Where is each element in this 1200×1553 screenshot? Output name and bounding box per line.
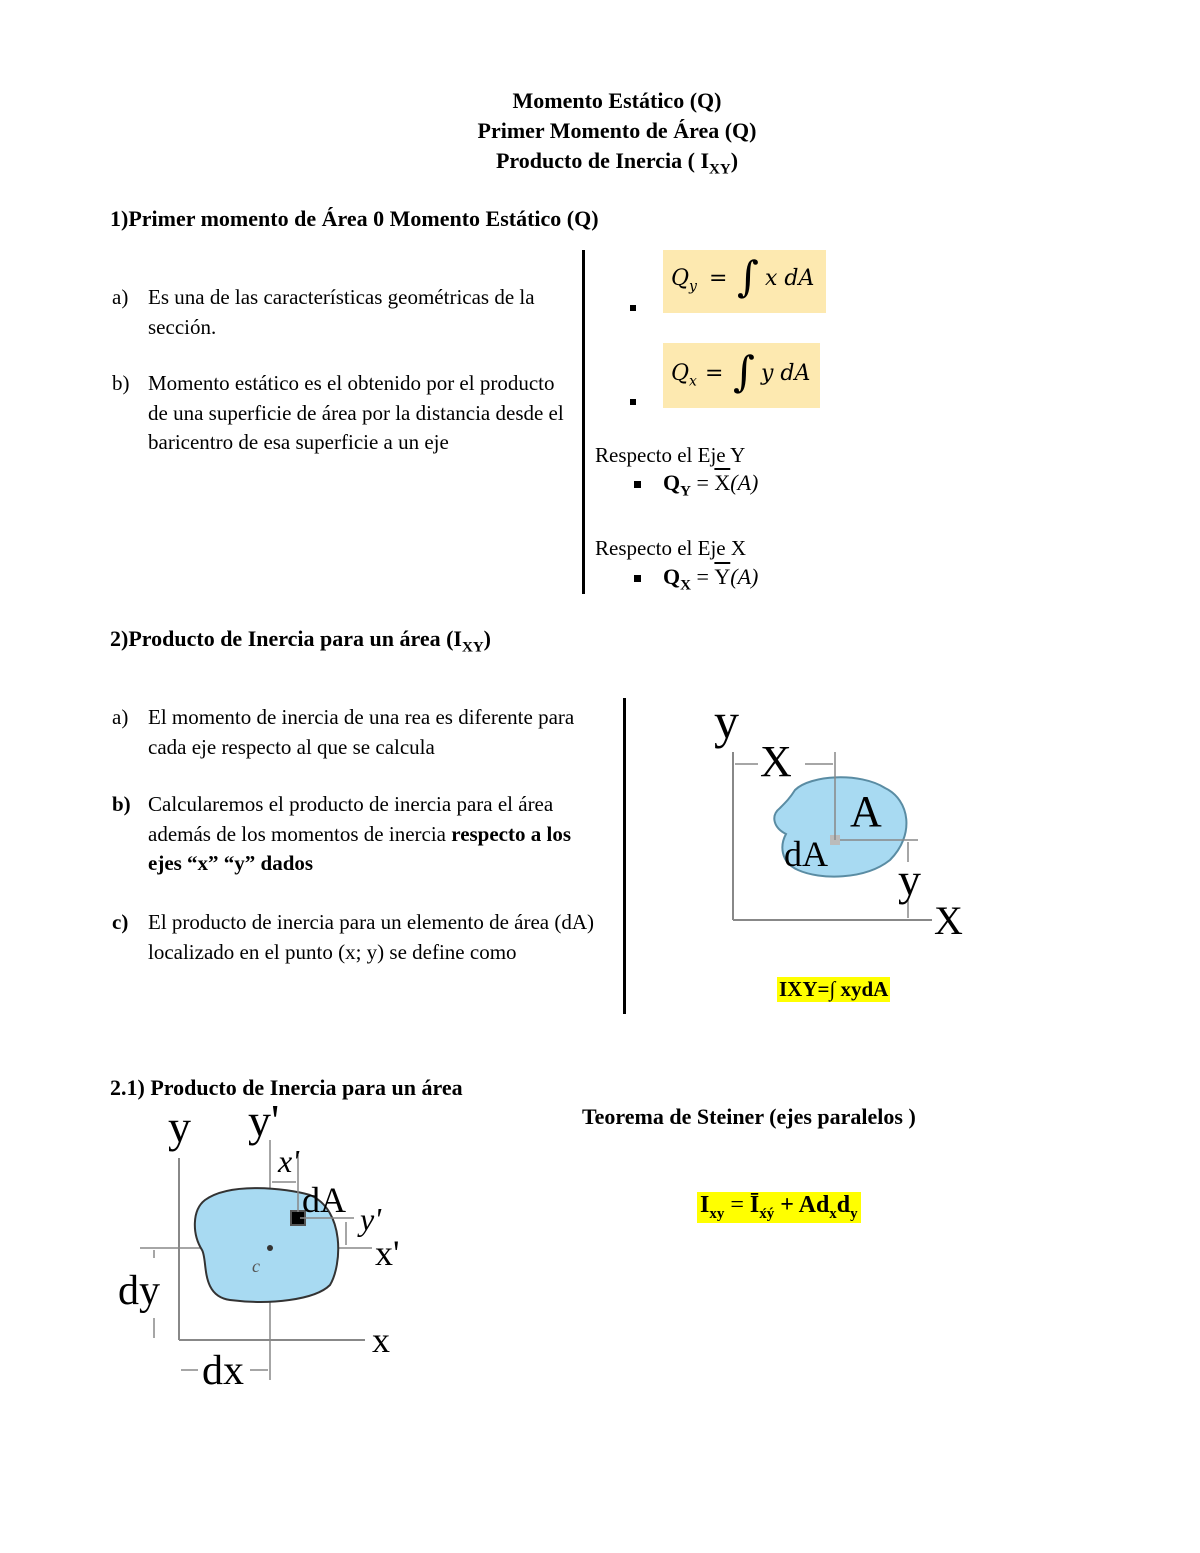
- item-label: b): [112, 792, 131, 816]
- area-element-diagram: [700, 690, 990, 950]
- centroid-label: c: [252, 1256, 260, 1276]
- steiner-dA-label: dA: [302, 1180, 346, 1220]
- section1-item-a: [112, 283, 572, 342]
- diagram-x-axis-label: X: [934, 898, 963, 943]
- title-line-2: Primer Momento de Área (Q): [477, 118, 757, 143]
- diagram-element-label: dA: [784, 834, 828, 874]
- diagram-x-distance-label: X: [760, 737, 792, 786]
- respect-y-label: Respecto el Eje Y: [595, 443, 746, 467]
- diagram-y-distance-label: y: [898, 854, 921, 905]
- formula-qx: [663, 343, 820, 408]
- equals: =: [709, 266, 728, 291]
- integral-sign: ∫: [737, 252, 759, 301]
- steiner-x-prime-distance: x': [278, 1143, 300, 1179]
- steiner-formula: $I_{xy}$ = $Ī_{x́ý} + Ad_xd_y$: [697, 1192, 861, 1223]
- item-text: El momento de inercia de una rea es diferente para cada eje respecto al que se calcula: [148, 705, 575, 759]
- respect-x-formula: $Q_X = \overline{Y}(A)$: [634, 564, 758, 594]
- item-text: Calcularemos el producto de inercia para el área además de los momentos de inercia respecto a los ejes “x” “y” dados: [148, 792, 572, 875]
- item-label: b): [112, 371, 130, 395]
- section1-item-b: [112, 369, 572, 458]
- formula-rhs: x dA: [765, 266, 815, 291]
- steiner-title: Teorema de Steiner (ejes paralelos ): [582, 1104, 916, 1129]
- section2-item-b: [112, 790, 602, 879]
- steiner-x-label: x: [372, 1320, 390, 1360]
- steiner-x-prime-label: x': [375, 1233, 400, 1273]
- steiner-diagram: [110, 1100, 430, 1400]
- steiner-y-label: y: [168, 1101, 191, 1152]
- title-line-1: Momento Estático (Q): [512, 88, 722, 113]
- steiner-y-prime-distance: y': [360, 1201, 382, 1237]
- bullet: [630, 399, 636, 405]
- section2-item-a: [112, 703, 617, 762]
- formula-lhs: $Q_y$: [671, 266, 697, 295]
- steiner-dy-label: dy: [118, 1268, 160, 1314]
- section1-heading: 1)Primer momento de Área 0 Momento Estático (Q): [110, 206, 599, 231]
- diagram-y-axis-label: y: [714, 693, 739, 749]
- item-label: a): [112, 285, 129, 309]
- bullet: [630, 305, 636, 311]
- item-text: El producto de inercia para un elemento de área (dA) localizado en el punto (x; y) se define como: [148, 910, 595, 964]
- equals: =: [705, 361, 724, 386]
- section2-heading: 2)Producto de Inercia para un área $(I_{XY})$: [110, 626, 491, 656]
- integral-sign: ∫: [733, 347, 755, 396]
- steiner-y-prime-label: y': [248, 1100, 280, 1146]
- formula-qy: [663, 250, 826, 313]
- steiner-dx-label: dx: [202, 1348, 244, 1394]
- section2-item-c: [112, 908, 602, 967]
- section21-heading: 2.1) Producto de Inercia para un área: [110, 1075, 463, 1100]
- title-line-3: Producto de Inercia ( $I_{XY}$): [495, 148, 739, 178]
- item-text: Momento estático es el obtenido por el producto de una superficie de área por la distancia desde el baricentro de esa superficie a un eje: [148, 371, 564, 454]
- formula-rhs: y dA: [761, 361, 811, 386]
- section2-divider: [623, 698, 626, 1014]
- ixy-formula: IXY=∫ xydA: [779, 977, 889, 1001]
- respect-x-label: Respecto el Eje X: [595, 536, 747, 560]
- item-label: c): [112, 910, 129, 934]
- item-label: a): [112, 705, 129, 729]
- diagram-area-label: A: [850, 787, 882, 836]
- respect-y-formula: $Q_Y = \overline{X}(A)$: [634, 470, 758, 500]
- item-text: Es una de las características geométricas de la sección.: [148, 285, 535, 339]
- section1-divider: [582, 250, 585, 594]
- formula-lhs: $Q_x$: [671, 361, 697, 390]
